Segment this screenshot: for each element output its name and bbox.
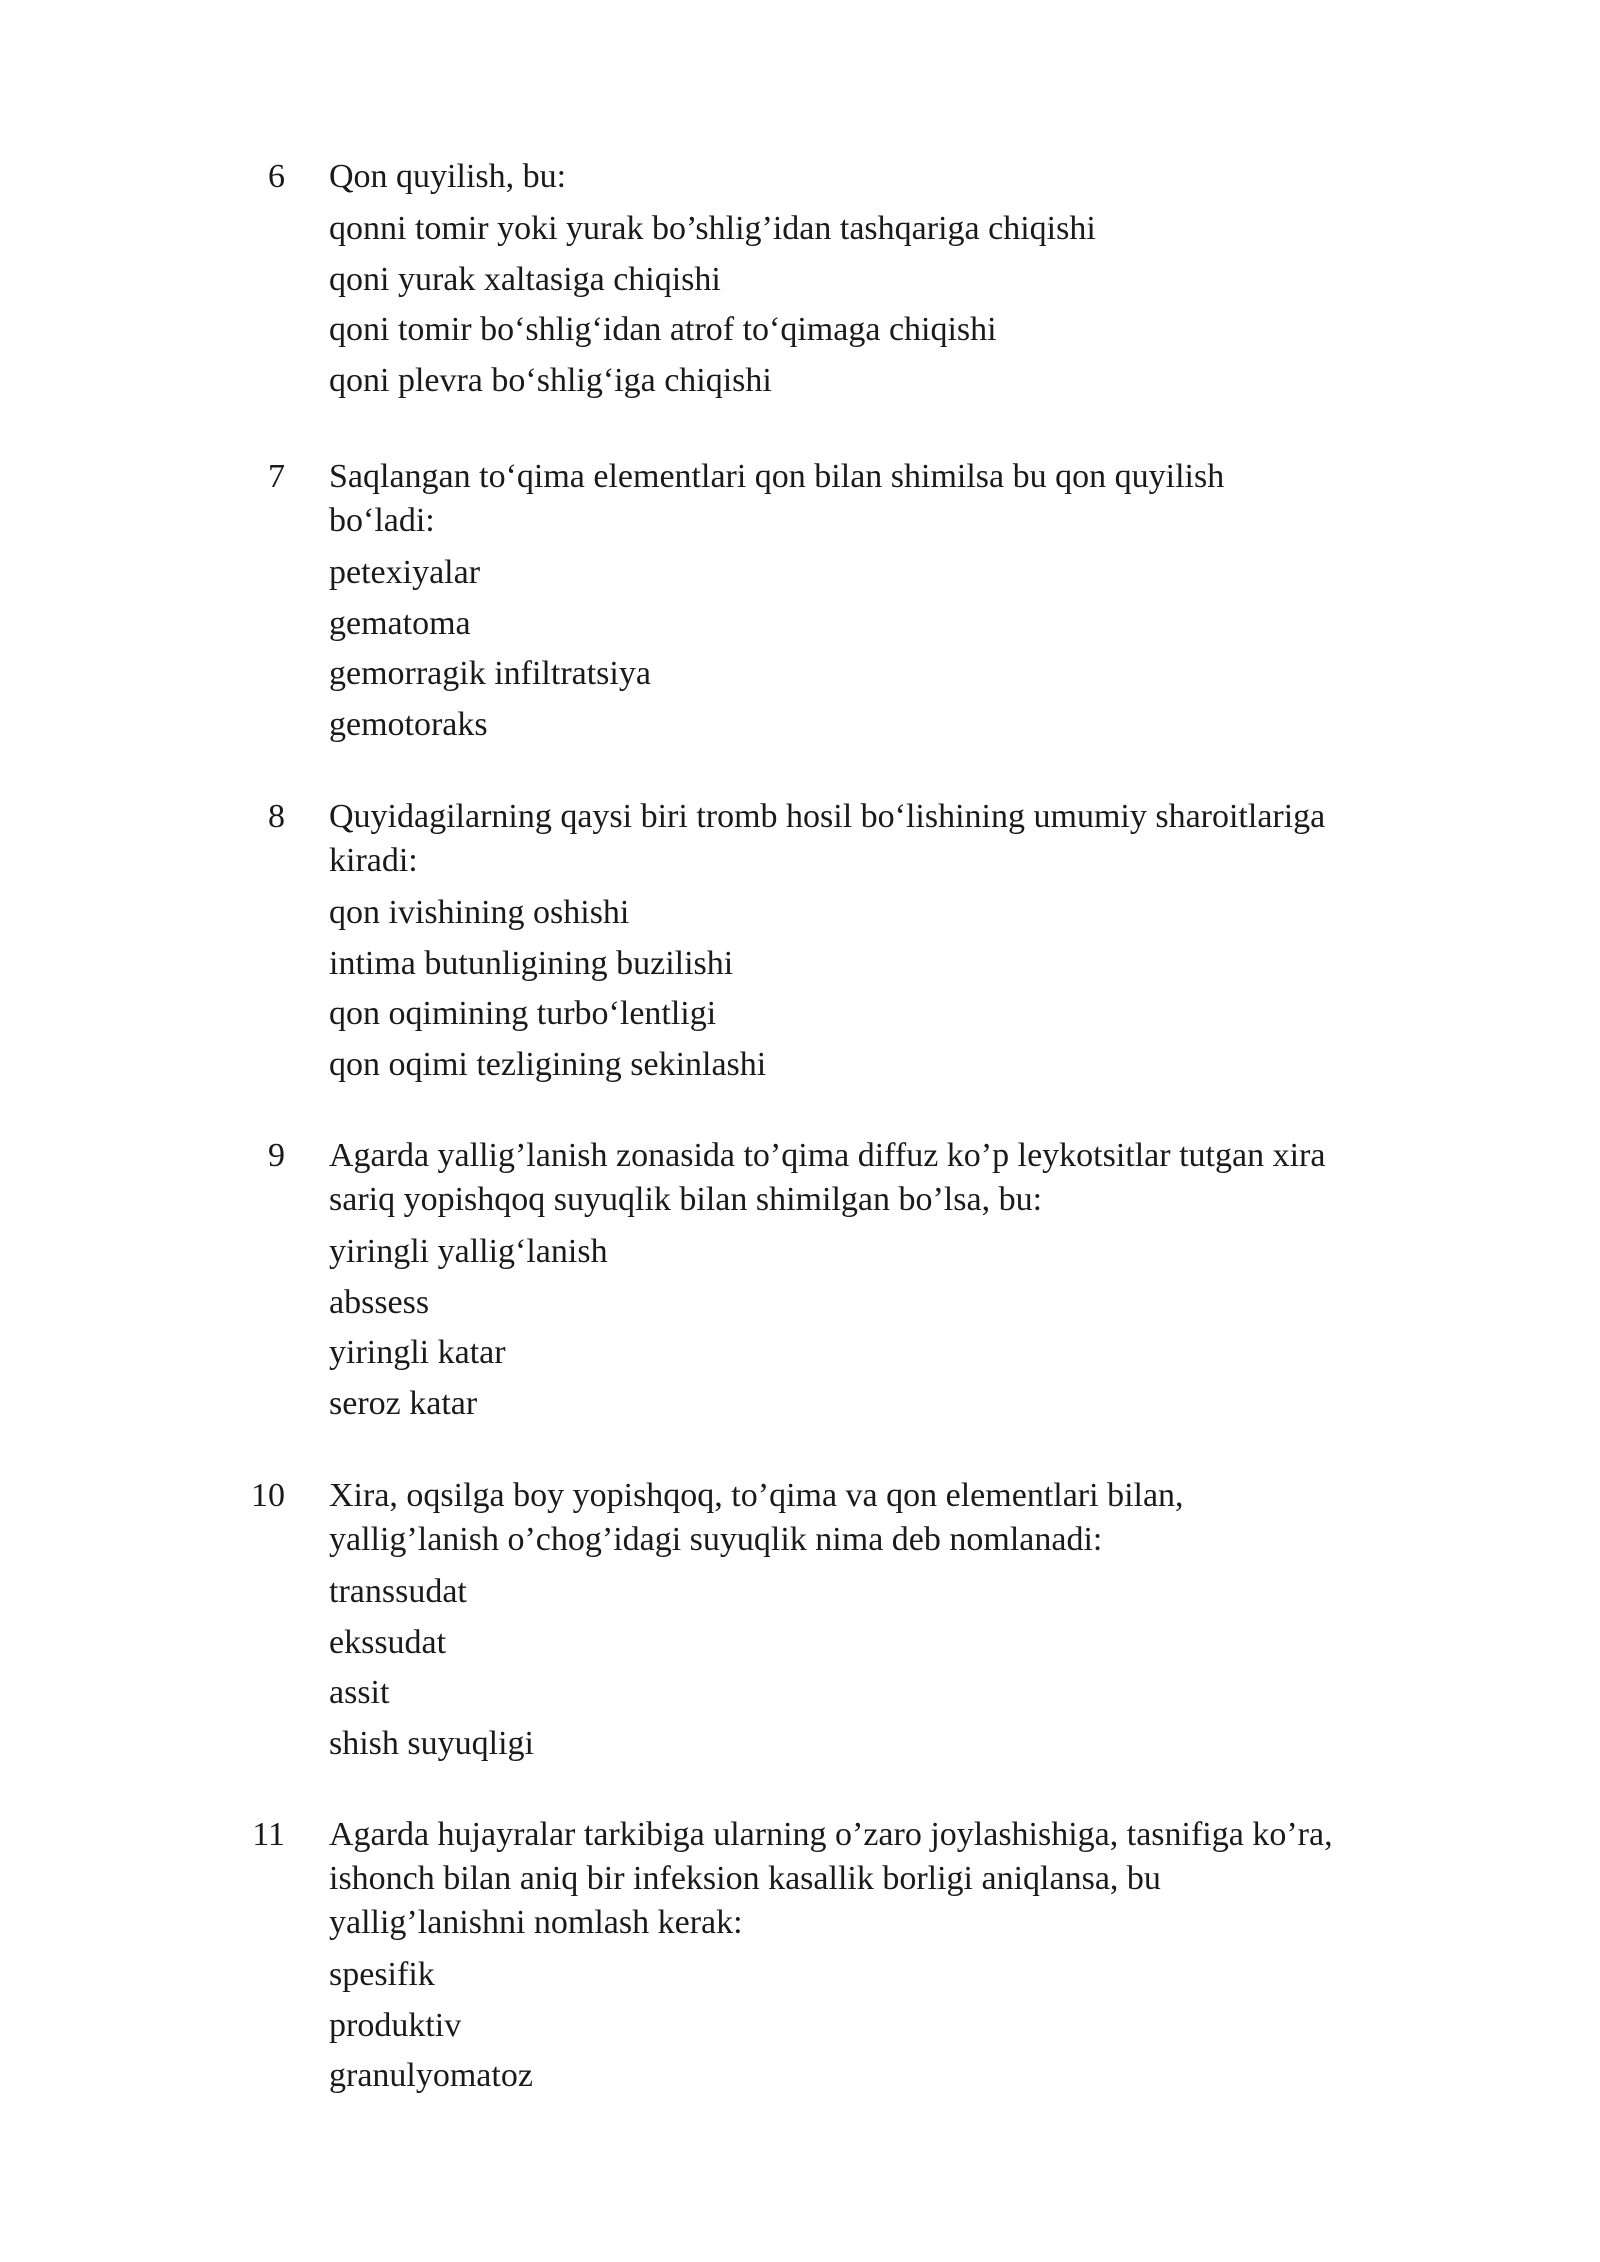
question-number: 7 xyxy=(268,458,285,495)
question-text-line: Quyidagilarning qaysi biri tromb hosil bo‘lishining umumiy sharoitlariga xyxy=(329,798,1326,835)
question-body xyxy=(329,795,1479,1090)
question-text-line: kiradi: xyxy=(329,842,418,879)
question-text xyxy=(329,795,1479,883)
answer-option: yiringli katar xyxy=(329,1334,506,1371)
answer-options xyxy=(329,204,1479,406)
question-text-line: sariq yopishqoq suyuqlik bilan shimilgan bo’lsa, bu: xyxy=(329,1181,1043,1218)
answer-options xyxy=(329,1227,1479,1429)
answer-options xyxy=(329,888,1479,1090)
answer-option: qon ivishining oshishi xyxy=(329,894,630,931)
question-number: 9 xyxy=(268,1137,285,1174)
answer-option: seroz katar xyxy=(329,1384,478,1422)
answer-option: gematoma xyxy=(329,604,471,642)
question-text-line: Agarda yallig’lanish zonasida to’qima diffuz ko’p leykotsitlar tutgan xira xyxy=(329,1137,1326,1174)
question-text-line: Qon quyilish, bu: xyxy=(329,158,567,195)
question-number: 8 xyxy=(268,798,285,835)
answer-option: produktiv xyxy=(329,2006,462,2044)
question-body xyxy=(329,1134,1479,1429)
answer-option: qoni plevra bo‘shlig‘iga chiqishi xyxy=(329,361,772,399)
question-text xyxy=(329,1474,1479,1562)
question-text xyxy=(329,155,1479,199)
answer-option: qon oqimi tezligining sekinlashi xyxy=(329,1045,767,1083)
question-body xyxy=(329,155,1479,406)
answer-option: assit xyxy=(329,1674,390,1711)
answer-option: qoni yurak xaltasiga chiqishi xyxy=(329,260,721,298)
question-text-line: ishonch bilan aniq bir infeksion kasallik borligi aniqlansa, bu xyxy=(329,1860,1161,1897)
question-text-line: Agarda hujayralar tarkibiga ularning o’zaro joylashishiga, tasnifiga ko’ra, xyxy=(329,1816,1333,1853)
answer-option: intima butunligining buzilishi xyxy=(329,944,734,982)
answer-option: qonni tomir yoki yurak bo’shlig’idan tashqariga chiqishi xyxy=(329,210,1096,247)
answer-options xyxy=(329,1567,1479,1769)
question-body xyxy=(329,1474,1479,1769)
answer-option: qoni tomir bo‘shlig‘idan atrof to‘qimaga chiqishi xyxy=(329,311,997,348)
question-text-line: Xira, oqsilga boy yopishqoq, to’qima va qon elementlari bilan, xyxy=(329,1477,1184,1514)
answer-option: qon oqimining turbo‘lentligi xyxy=(329,995,717,1032)
answer-option: ekssudat xyxy=(329,1623,447,1661)
answer-option: granulyomatoz xyxy=(329,2057,533,2094)
question-body xyxy=(329,455,1479,750)
question-number: 10 xyxy=(251,1477,285,1514)
answer-options xyxy=(329,548,1479,750)
answer-option: spesifik xyxy=(329,1956,435,1993)
question-text xyxy=(329,1134,1479,1222)
question-text-line: yallig’lanish o’chog’idagi suyuqlik nima deb nomlanadi: xyxy=(329,1521,1103,1558)
answer-option: yiringli yallig‘lanish xyxy=(329,1233,608,1270)
answer-options xyxy=(329,1950,1479,2102)
question-text-line: yallig’lanishni nomlash kerak: xyxy=(329,1904,743,1941)
question-text xyxy=(329,455,1479,543)
question-body xyxy=(329,1813,1479,2102)
question-text-line: bo‘ladi: xyxy=(329,502,435,539)
question-text xyxy=(329,1813,1479,1945)
answer-option: transsudat xyxy=(329,1573,467,1610)
answer-option: gemorragik infiltratsiya xyxy=(329,655,651,692)
question-number: 6 xyxy=(268,158,285,195)
answer-option: shish suyuqligi xyxy=(329,1724,534,1762)
answer-option: abssess xyxy=(329,1283,430,1321)
answer-option: gemotoraks xyxy=(329,705,488,743)
question-text-line: Saqlangan to‘qima elementlari qon bilan shimilsa bu qon quyilish xyxy=(329,458,1225,495)
answer-option: petexiyalar xyxy=(329,554,481,591)
question-number: 11 xyxy=(252,1816,285,1853)
